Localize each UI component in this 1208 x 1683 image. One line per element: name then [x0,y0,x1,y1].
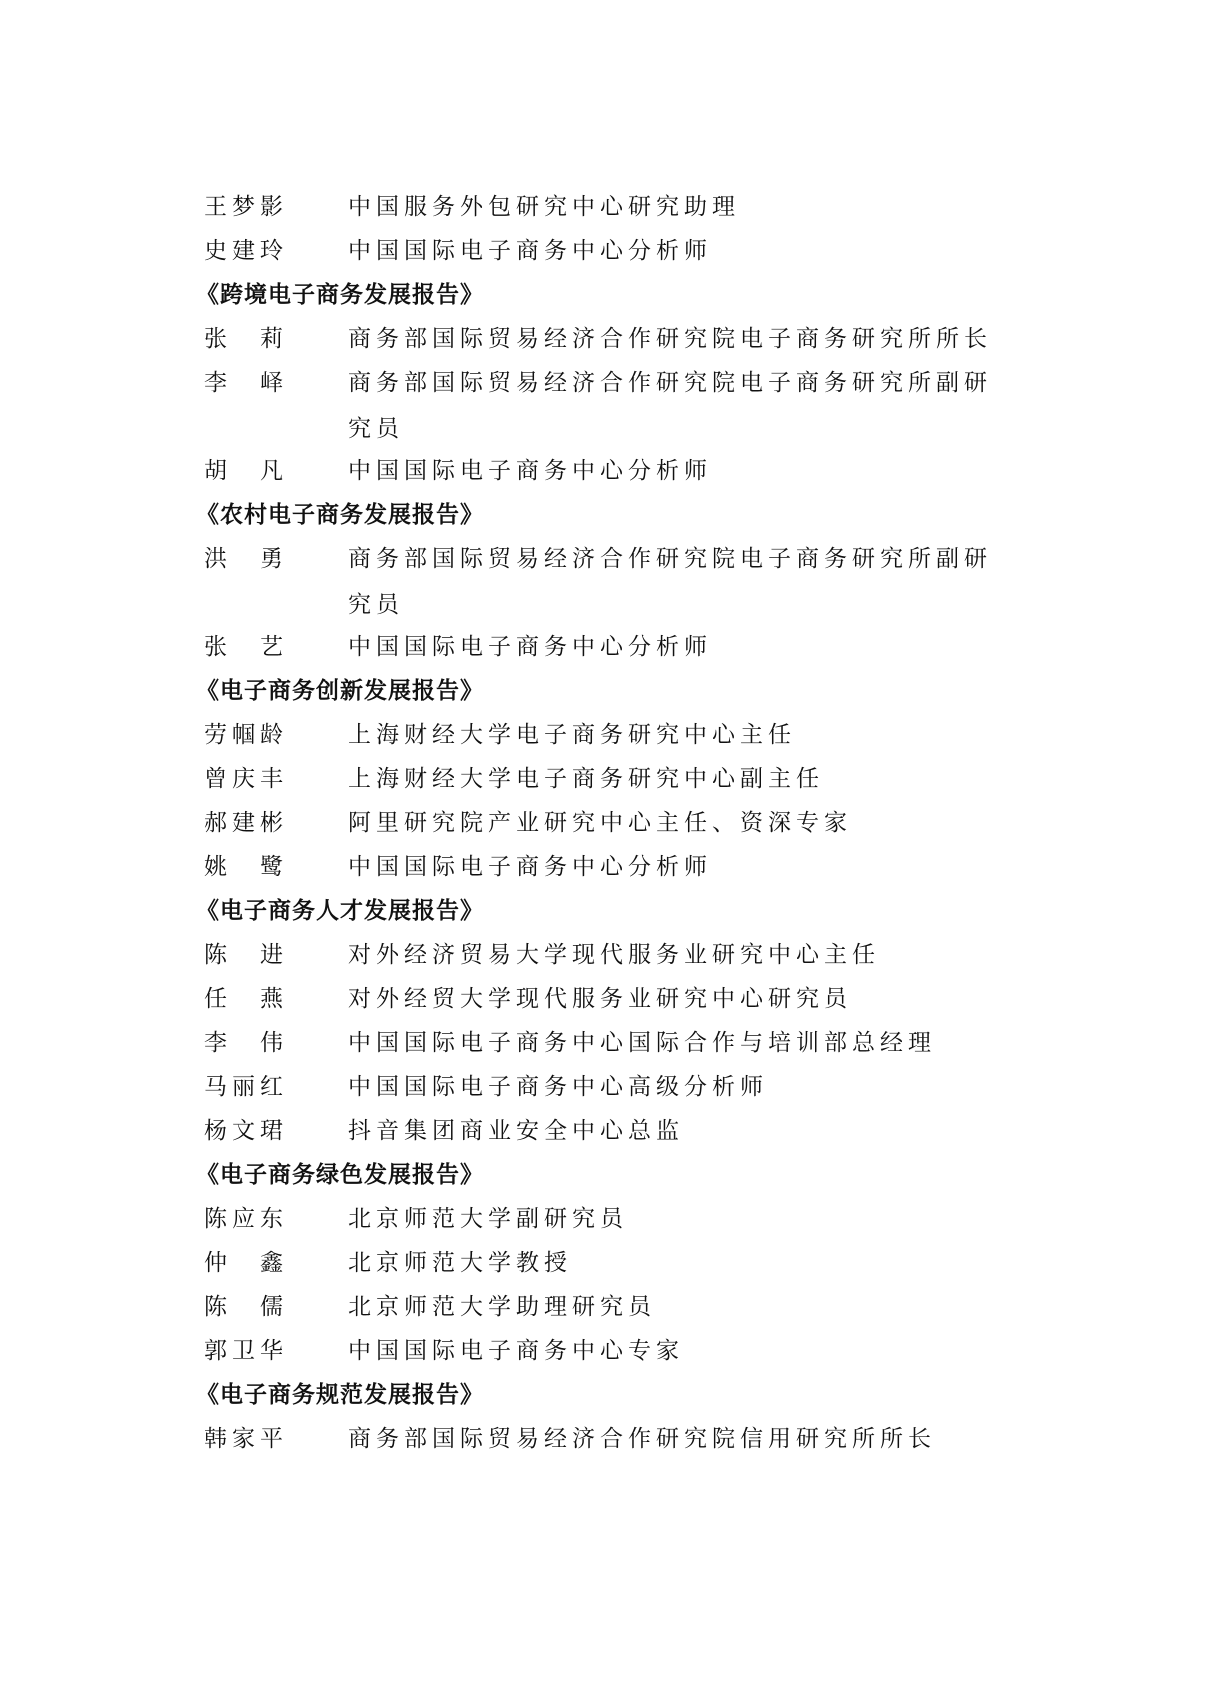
contributor-name: 仲 鑫 [204,1250,288,1276]
contributor-role: 上海财经大学电子商务研究中心主任 [348,722,796,748]
contributor-role: 中国国际电子商务中心分析师 [348,458,712,484]
contributor-role: 中国国际电子商务中心专家 [348,1338,684,1364]
contributor-name: 马丽红 [204,1074,288,1100]
contributor-role: 中国国际电子商务中心分析师 [348,238,712,264]
report-section-heading: 《电子商务规范发展报告》 [196,1382,484,1408]
contributor-role: 中国国际电子商务中心分析师 [348,854,712,880]
contributor-role: 北京师范大学教授 [348,1250,572,1276]
contributor-name: 姚 鹭 [204,854,288,880]
contributor-role: 商务部国际贸易经济合作研究院电子商务研究所副研究员 [348,546,992,618]
contributor-name: 史建玲 [204,238,288,264]
contributor-name: 李 伟 [204,1030,288,1056]
contributor-name: 洪 勇 [204,546,288,572]
contributor-role: 对外经济贸易大学现代服务业研究中心主任 [348,942,880,968]
contributor-name: 陈 进 [204,942,288,968]
contributor-role: 商务部国际贸易经济合作研究院信用研究所所长 [348,1426,936,1452]
contributor-name: 郝建彬 [204,810,288,836]
contributor-name: 杨文珺 [204,1118,288,1144]
contributor-role: 商务部国际贸易经济合作研究院电子商务研究所副研究员 [348,370,992,442]
contributor-role: 中国国际电子商务中心高级分析师 [348,1074,768,1100]
contributor-name: 曾庆丰 [204,766,288,792]
contributor-role: 抖音集团商业安全中心总监 [348,1118,684,1144]
contributor-role: 北京师范大学副研究员 [348,1206,628,1232]
contributor-name: 张 艺 [204,634,288,660]
report-section-heading: 《电子商务绿色发展报告》 [196,1162,484,1188]
contributor-role: 上海财经大学电子商务研究中心副主任 [348,766,824,792]
contributor-role: 中国国际电子商务中心分析师 [348,634,712,660]
contributor-role: 中国服务外包研究中心研究助理 [348,194,740,220]
contributor-name: 韩家平 [204,1426,288,1452]
report-section-heading: 《电子商务人才发展报告》 [196,898,484,924]
report-section-heading: 《农村电子商务发展报告》 [196,502,484,528]
contributor-name: 胡 凡 [204,458,288,484]
contributor-role: 商务部国际贸易经济合作研究院电子商务研究所所长 [348,326,992,352]
contributor-name: 李 峄 [204,370,288,396]
contributor-role: 阿里研究院产业研究中心主任、资深专家 [348,810,852,836]
contributor-name: 王梦影 [204,194,288,220]
contributor-name: 陈 儒 [204,1294,288,1320]
contributor-role: 北京师范大学助理研究员 [348,1294,656,1320]
contributor-name: 劳帼龄 [204,722,288,748]
contributor-name: 任 燕 [204,986,288,1012]
contributor-name: 郭卫华 [204,1338,288,1364]
contributor-name: 陈应东 [204,1206,288,1232]
contributor-role: 对外经贸大学现代服务业研究中心研究员 [348,986,852,1012]
report-section-heading: 《电子商务创新发展报告》 [196,678,484,704]
contributor-name: 张 莉 [204,326,288,352]
report-section-heading: 《跨境电子商务发展报告》 [196,282,484,308]
contributor-role: 中国国际电子商务中心国际合作与培训部总经理 [348,1030,936,1056]
